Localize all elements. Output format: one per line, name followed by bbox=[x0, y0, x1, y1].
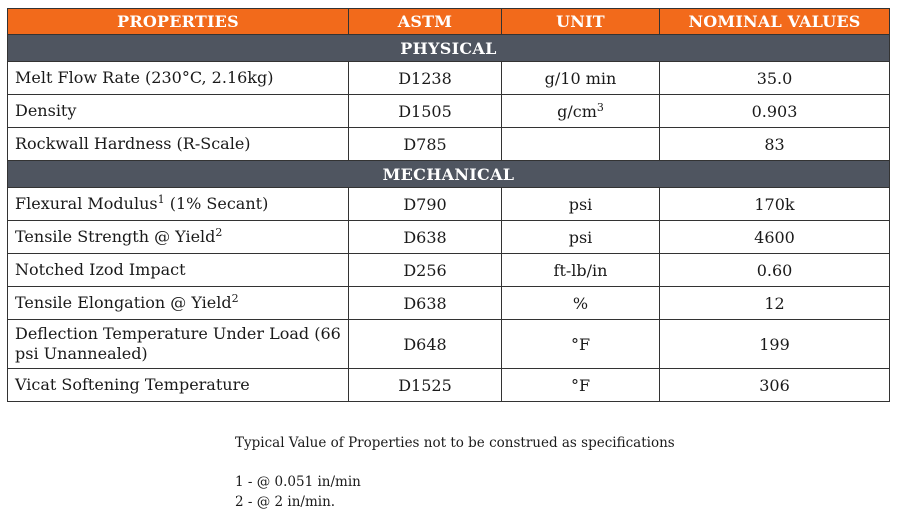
value-cell: 0.60 bbox=[660, 254, 890, 287]
footnote-marker: 2 bbox=[231, 292, 239, 305]
value-cell: 0.903 bbox=[660, 95, 890, 128]
property-cell: Tensile Strength @ Yield$^2$ bbox=[8, 221, 349, 254]
table-row bbox=[8, 62, 890, 95]
header-nominal-values: NOMINAL VALUES bbox=[660, 9, 890, 35]
astm-cell: D256 bbox=[349, 254, 502, 287]
property-cell: Density bbox=[8, 95, 349, 128]
footnote-2: 2 - @ 2 in/min. bbox=[235, 494, 336, 510]
property-cell: Rockwall Hardness (R-Scale) bbox=[8, 128, 349, 161]
property-cell: Deflection Temperature Under Load (66 psi Unannealed) bbox=[8, 320, 349, 369]
property-cell: Vicat Softening Temperature bbox=[8, 369, 349, 402]
unit-cell: °F bbox=[502, 369, 660, 402]
section-title-mechanical: MECHANICAL bbox=[8, 161, 890, 188]
astm-cell: D1505 bbox=[349, 95, 502, 128]
unit-cell: % bbox=[502, 287, 660, 320]
astm-cell: D785 bbox=[349, 128, 502, 161]
table-row bbox=[8, 95, 890, 128]
value-cell: 4600 bbox=[660, 221, 890, 254]
table-row bbox=[8, 369, 890, 402]
value-cell: 199 bbox=[660, 320, 890, 369]
disclaimer-note: Typical Value of Properties not to be construed as specifications bbox=[235, 435, 675, 451]
footnote-marker: 2 bbox=[215, 226, 223, 239]
unit-cell: psi bbox=[502, 188, 660, 221]
value-cell: 35.0 bbox=[660, 62, 890, 95]
table-row bbox=[8, 254, 890, 287]
notes-spacer bbox=[235, 453, 675, 472]
footnote-1: 1 - @ 0.051 in/min bbox=[235, 474, 361, 490]
header-unit: UNIT bbox=[502, 9, 660, 35]
value-cell: 170k bbox=[660, 188, 890, 221]
table-row bbox=[8, 320, 890, 369]
unit-cell: ft-lb/in bbox=[502, 254, 660, 287]
astm-cell: D638 bbox=[349, 221, 502, 254]
unit-cell: psi bbox=[502, 221, 660, 254]
unit-cell bbox=[502, 128, 660, 161]
table-row bbox=[8, 128, 890, 161]
notes bbox=[235, 433, 675, 512]
footnote-marker: 1 bbox=[157, 193, 165, 206]
header-row bbox=[8, 9, 890, 35]
astm-cell: D648 bbox=[349, 320, 502, 369]
property-cell: Tensile Elongation @ Yield$^2$ bbox=[8, 287, 349, 320]
unit-cell: °F bbox=[502, 320, 660, 369]
value-cell: 12 bbox=[660, 287, 890, 320]
unit-cell: $g/cm^3$ bbox=[502, 95, 660, 128]
property-cell: Melt Flow Rate (230°C, 2.16kg) bbox=[8, 62, 349, 95]
header-properties: PROPERTIES bbox=[8, 9, 349, 35]
value-cell: 306 bbox=[660, 369, 890, 402]
table-row bbox=[8, 221, 890, 254]
astm-cell: D1525 bbox=[349, 369, 502, 402]
astm-cell: D638 bbox=[349, 287, 502, 320]
section-physical bbox=[8, 35, 890, 62]
unit-cell: g/10 min bbox=[502, 62, 660, 95]
header-astm: ASTM bbox=[349, 9, 502, 35]
section-mechanical bbox=[8, 161, 890, 188]
table-row bbox=[8, 188, 890, 221]
table-row bbox=[8, 287, 890, 320]
section-title-physical: PHYSICAL bbox=[8, 35, 890, 62]
astm-cell: D790 bbox=[349, 188, 502, 221]
properties-table bbox=[7, 8, 890, 402]
astm-cell: D1238 bbox=[349, 62, 502, 95]
unit-superscript: 3 bbox=[596, 100, 604, 114]
property-cell: Notched Izod Impact bbox=[8, 254, 349, 287]
property-cell: Flexural Modulus$^1$ (1% Secant) bbox=[8, 188, 349, 221]
value-cell: 83 bbox=[660, 128, 890, 161]
